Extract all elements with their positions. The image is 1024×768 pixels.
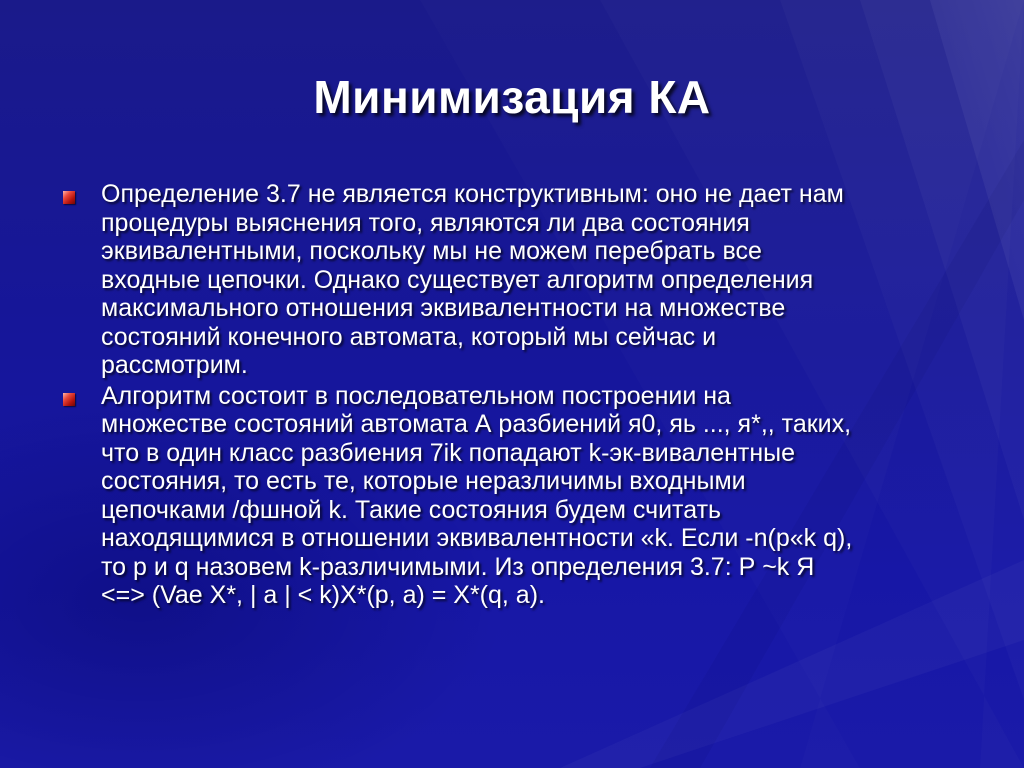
bullet-line: находящимися в отношении эквивалентности «k. Если -n(p«k q),	[101, 524, 853, 552]
bullet-line: Алгоритм состоит в последовательном построении на	[101, 381, 731, 410]
bullet-text	[101, 382, 970, 610]
bullet-line: процедуры выяснения того, являются ли два состояния	[101, 208, 750, 237]
bullet-line: рассмотрим.	[101, 351, 248, 379]
bullet-line: <=> (Vae X*, | a | < k)X*(p, a) = X*(q, a).	[101, 581, 545, 609]
bullet-square-icon	[63, 191, 75, 204]
bullet-line: Определение 3.7 не является конструктивным: оно не дает нам	[101, 180, 844, 208]
bullet-line: состояния, то есть те, которые неразличимы входными	[101, 467, 746, 495]
bullet-line: то p и q назовем k-различимыми. Из определения 3.7: Р ~k Я	[101, 552, 815, 581]
bullet-item	[60, 180, 970, 380]
bullet-line: эквивалентными, поскольку мы не можем перебрать все	[101, 237, 762, 265]
bullet-line: максимального отношения эквивалентности на множестве	[101, 294, 786, 322]
bullet-line: что в один класс разбиения 7ik попадают k-эк-вивалентные	[101, 438, 796, 467]
bullet-text	[101, 180, 970, 380]
bullet-line: множестве состояний автомата А разбиений я0, яь ..., я*,, таких,	[101, 410, 852, 438]
slide-title: Минимизация КА	[313, 71, 711, 123]
bullet-line: цепочками /фшной k. Такие состояния будем считать	[101, 495, 722, 524]
bullet-item	[60, 382, 970, 610]
bullet-line: состояний конечного автомата, который мы сейчас и	[101, 322, 717, 351]
bullet-square-icon	[63, 393, 75, 406]
bullet-list	[60, 180, 970, 612]
bullet-line: входные цепочки. Однако существует алгоритм определения	[101, 265, 814, 294]
